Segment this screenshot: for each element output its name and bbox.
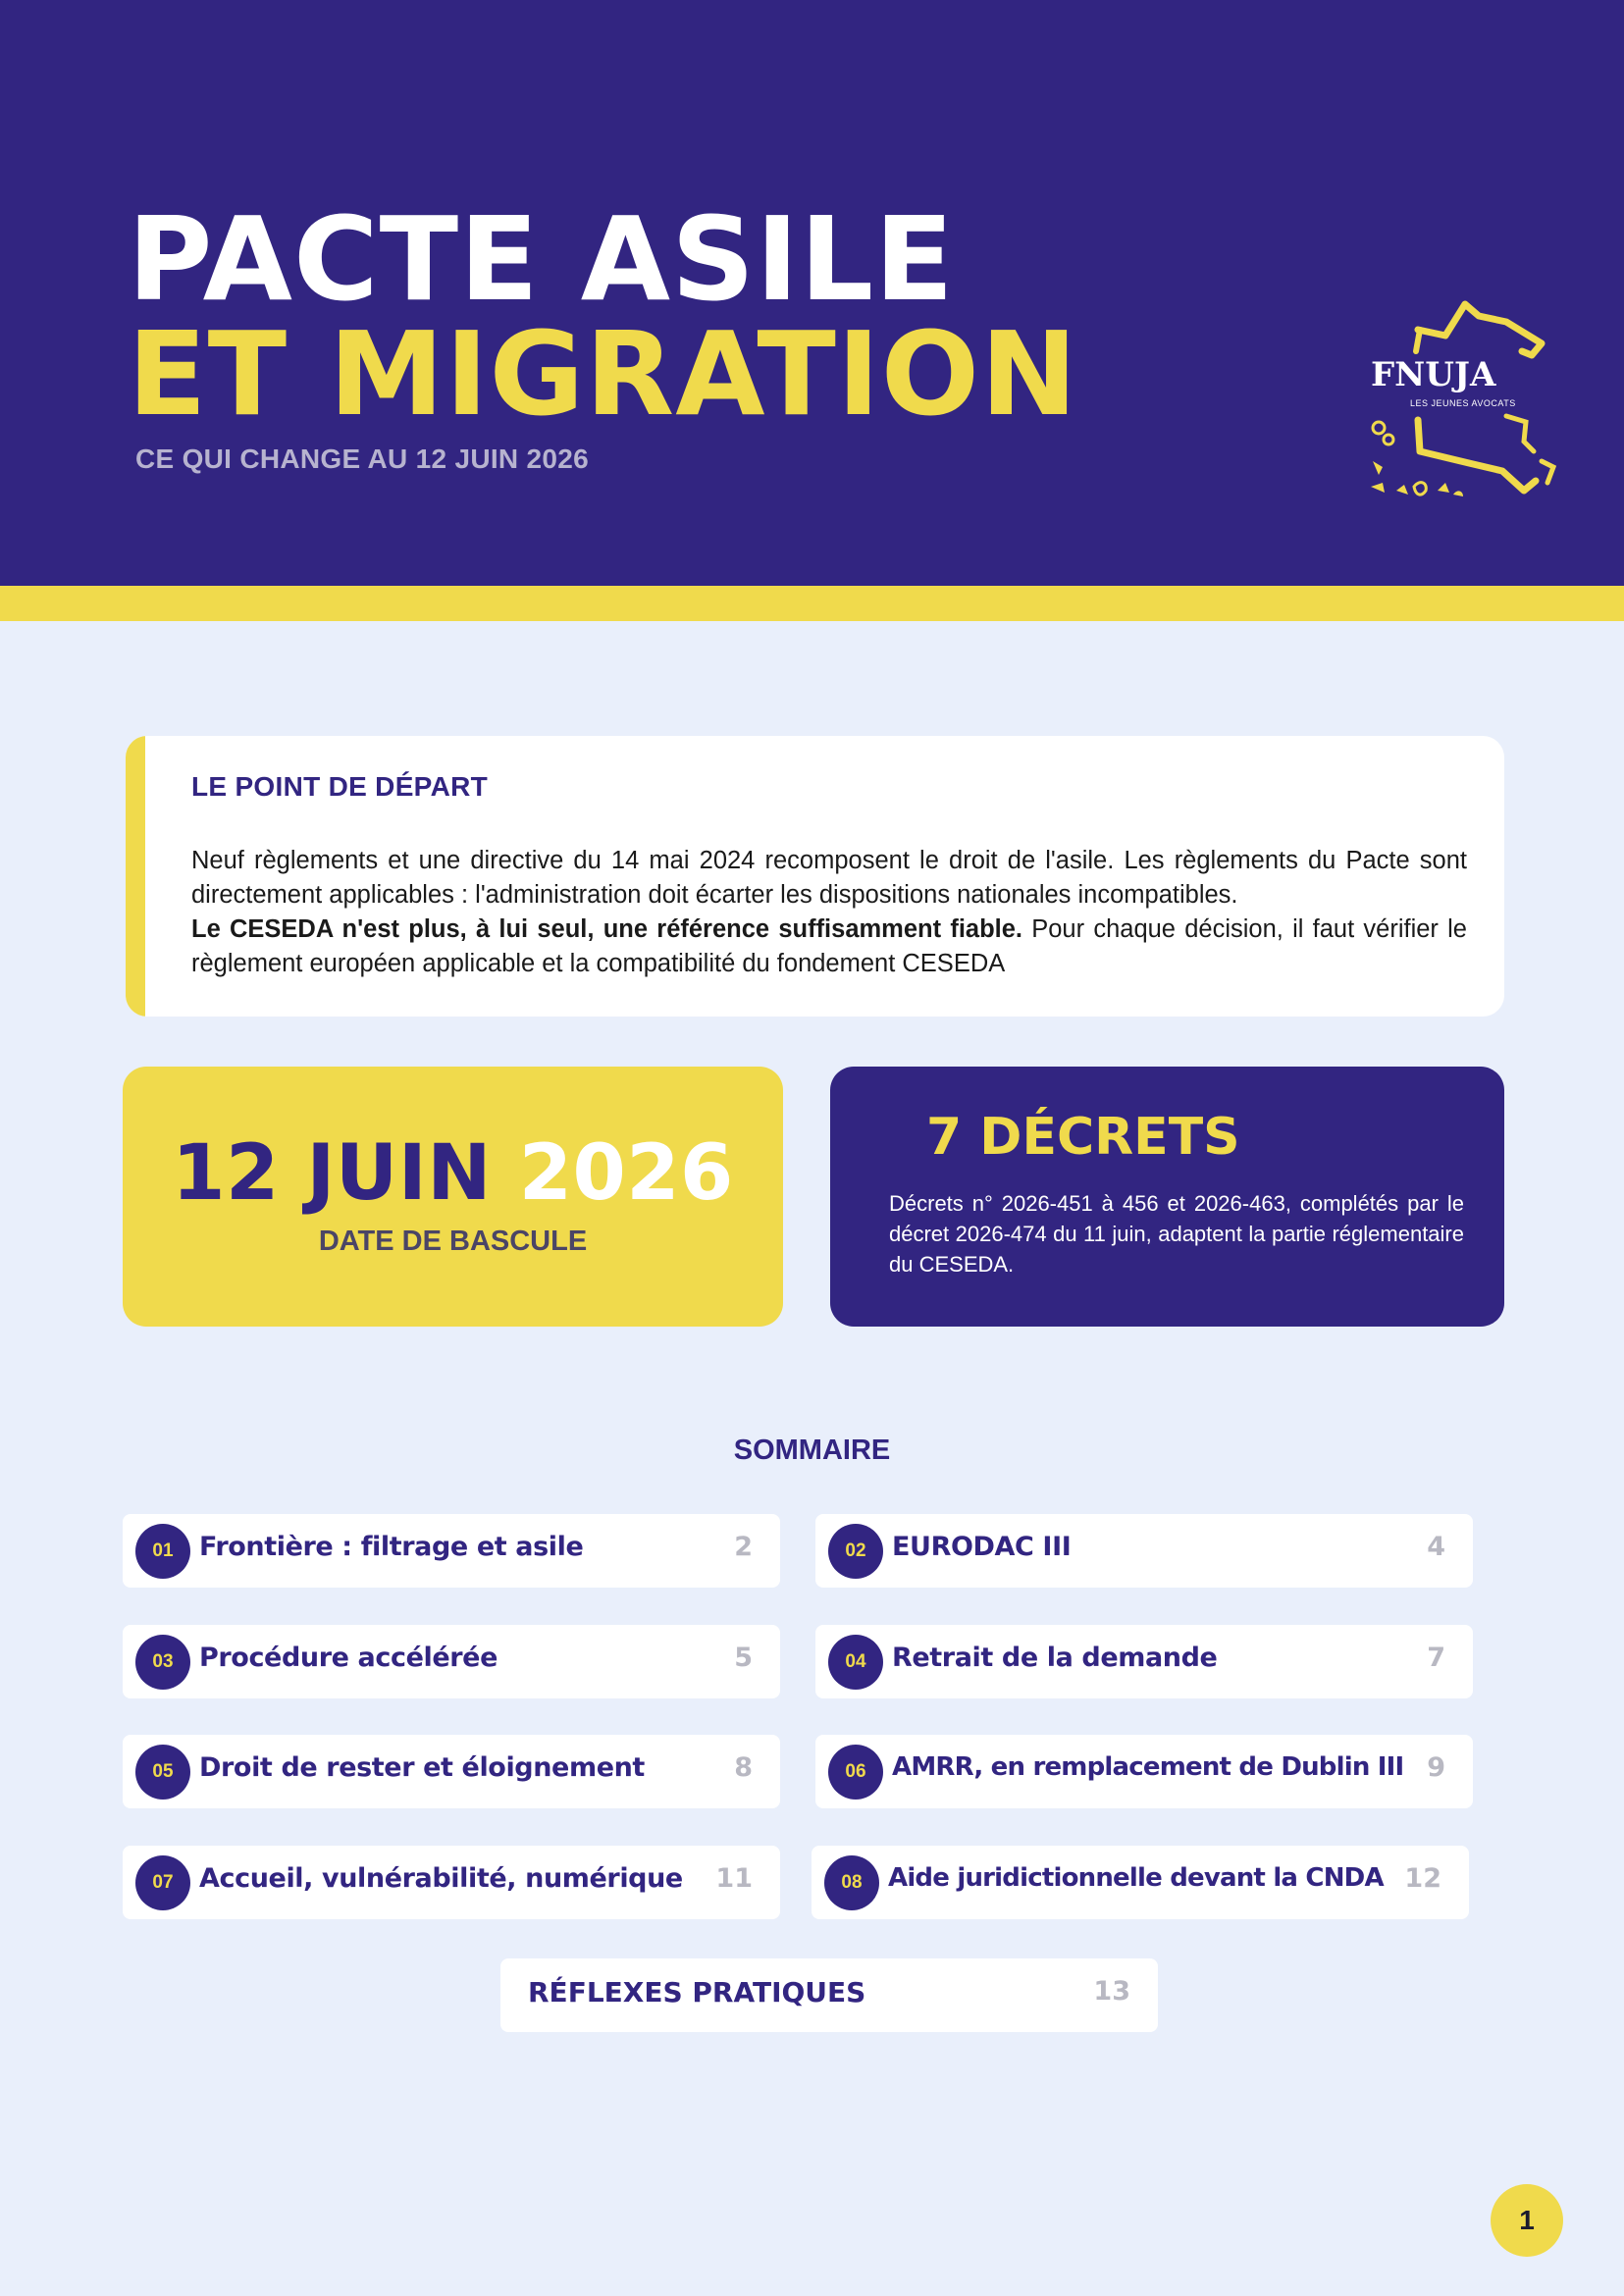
title-line-1: PACTE ASILE xyxy=(128,191,955,327)
intro-text-part1: Neuf règlements et une directive du 14 mai 2024 recomposent le droit de l'asile. Les règlements du Pacte sont directement applicables : l'administration doit écarter les dispositions nationales incompatibles. xyxy=(191,847,1467,909)
toc-item-05[interactable] xyxy=(123,1735,780,1808)
header-stripe xyxy=(0,586,1624,621)
toc-number-badge: 01 xyxy=(135,1524,190,1579)
fnuja-logo xyxy=(1359,294,1595,520)
toc-label: Aide juridictionnelle devant la CNDA xyxy=(888,1863,1384,1893)
summary-title: SOMMAIRE xyxy=(733,1435,891,1466)
toc-label: RÉFLEXES PRATIQUES xyxy=(528,1976,866,2009)
toc-page-number: 9 xyxy=(1427,1752,1445,1783)
toc-page-number: 4 xyxy=(1427,1532,1445,1562)
toc-label: Frontière : filtrage et asile xyxy=(199,1532,584,1562)
date-year: 2026 xyxy=(518,1129,734,1218)
decrees-text: Décrets n° 2026-451 à 456 et 2026-463, complétés par le décret 2026-474 du 11 juin, adaptent la partie réglementaire du CESEDA. xyxy=(889,1191,1464,1277)
toc-label: EURODAC III xyxy=(892,1532,1072,1562)
decrees-title: 7 DÉCRETS xyxy=(926,1108,1240,1167)
intro-text-part2: Pour chaque décision, il faut vérifier le règlement européen applicable et la compatibilité du fondement CESEDA xyxy=(191,915,1467,977)
page-number-badge: 1 xyxy=(1491,2184,1563,2257)
title-line-2: ET MIGRATION xyxy=(128,306,1078,442)
decrees-card xyxy=(830,1067,1504,1327)
date-card xyxy=(123,1067,783,1327)
toc-item-01[interactable] xyxy=(123,1514,780,1588)
toc-number-badge: 03 xyxy=(135,1635,190,1690)
toc-page-number: 13 xyxy=(1093,1976,1130,2007)
toc-number-badge: 06 xyxy=(828,1745,883,1800)
date-value xyxy=(123,1129,783,1218)
logo-name: FNUJA xyxy=(1371,355,1496,394)
toc-number-badge: 08 xyxy=(824,1855,879,1910)
toc-item-06[interactable] xyxy=(815,1735,1473,1808)
toc-label: Accueil, vulnérabilité, numérique xyxy=(199,1863,683,1894)
toc-page-number: 8 xyxy=(734,1752,753,1783)
toc-number-badge: 07 xyxy=(135,1855,190,1910)
intro-card xyxy=(126,736,1504,1017)
toc-page-number: 5 xyxy=(734,1643,753,1673)
intro-accent-bar xyxy=(126,736,145,1017)
toc-item-reflexes[interactable] xyxy=(500,1958,1158,2032)
intro-text-bold: Le CESEDA n'est plus, à lui seul, une référence suffisamment fiable. xyxy=(191,915,1023,943)
toc-item-08[interactable] xyxy=(812,1846,1469,1919)
intro-text xyxy=(191,844,1467,981)
toc-label: Droit de rester et éloignement xyxy=(199,1752,645,1783)
toc-page-number: 2 xyxy=(734,1532,753,1562)
toc-item-03[interactable] xyxy=(123,1625,780,1698)
toc-number-badge: 05 xyxy=(135,1745,190,1800)
toc-page-number: 12 xyxy=(1404,1863,1441,1894)
toc-item-04[interactable] xyxy=(815,1625,1473,1698)
intro-heading: LE POINT DE DÉPART xyxy=(191,771,489,802)
date-caption: DATE DE BASCULE xyxy=(318,1226,588,1257)
date-day-month: 12 JUIN xyxy=(172,1129,519,1218)
toc-page-number: 7 xyxy=(1427,1643,1445,1673)
subtitle: CE QUI CHANGE AU 12 JUIN 2026 xyxy=(135,444,590,474)
toc-label: Procédure accélérée xyxy=(199,1643,498,1673)
toc-item-07[interactable] xyxy=(123,1846,780,1919)
toc-number-badge: 02 xyxy=(828,1524,883,1579)
toc-page-number: 11 xyxy=(715,1863,753,1894)
logo-tagline: LES JEUNES AVOCATS xyxy=(1410,398,1516,408)
toc-label: Retrait de la demande xyxy=(892,1643,1218,1673)
toc-number-badge: 04 xyxy=(828,1635,883,1690)
toc-label: AMRR, en remplacement de Dublin III xyxy=(892,1752,1404,1782)
header-banner xyxy=(0,0,1624,586)
toc-item-02[interactable] xyxy=(815,1514,1473,1588)
